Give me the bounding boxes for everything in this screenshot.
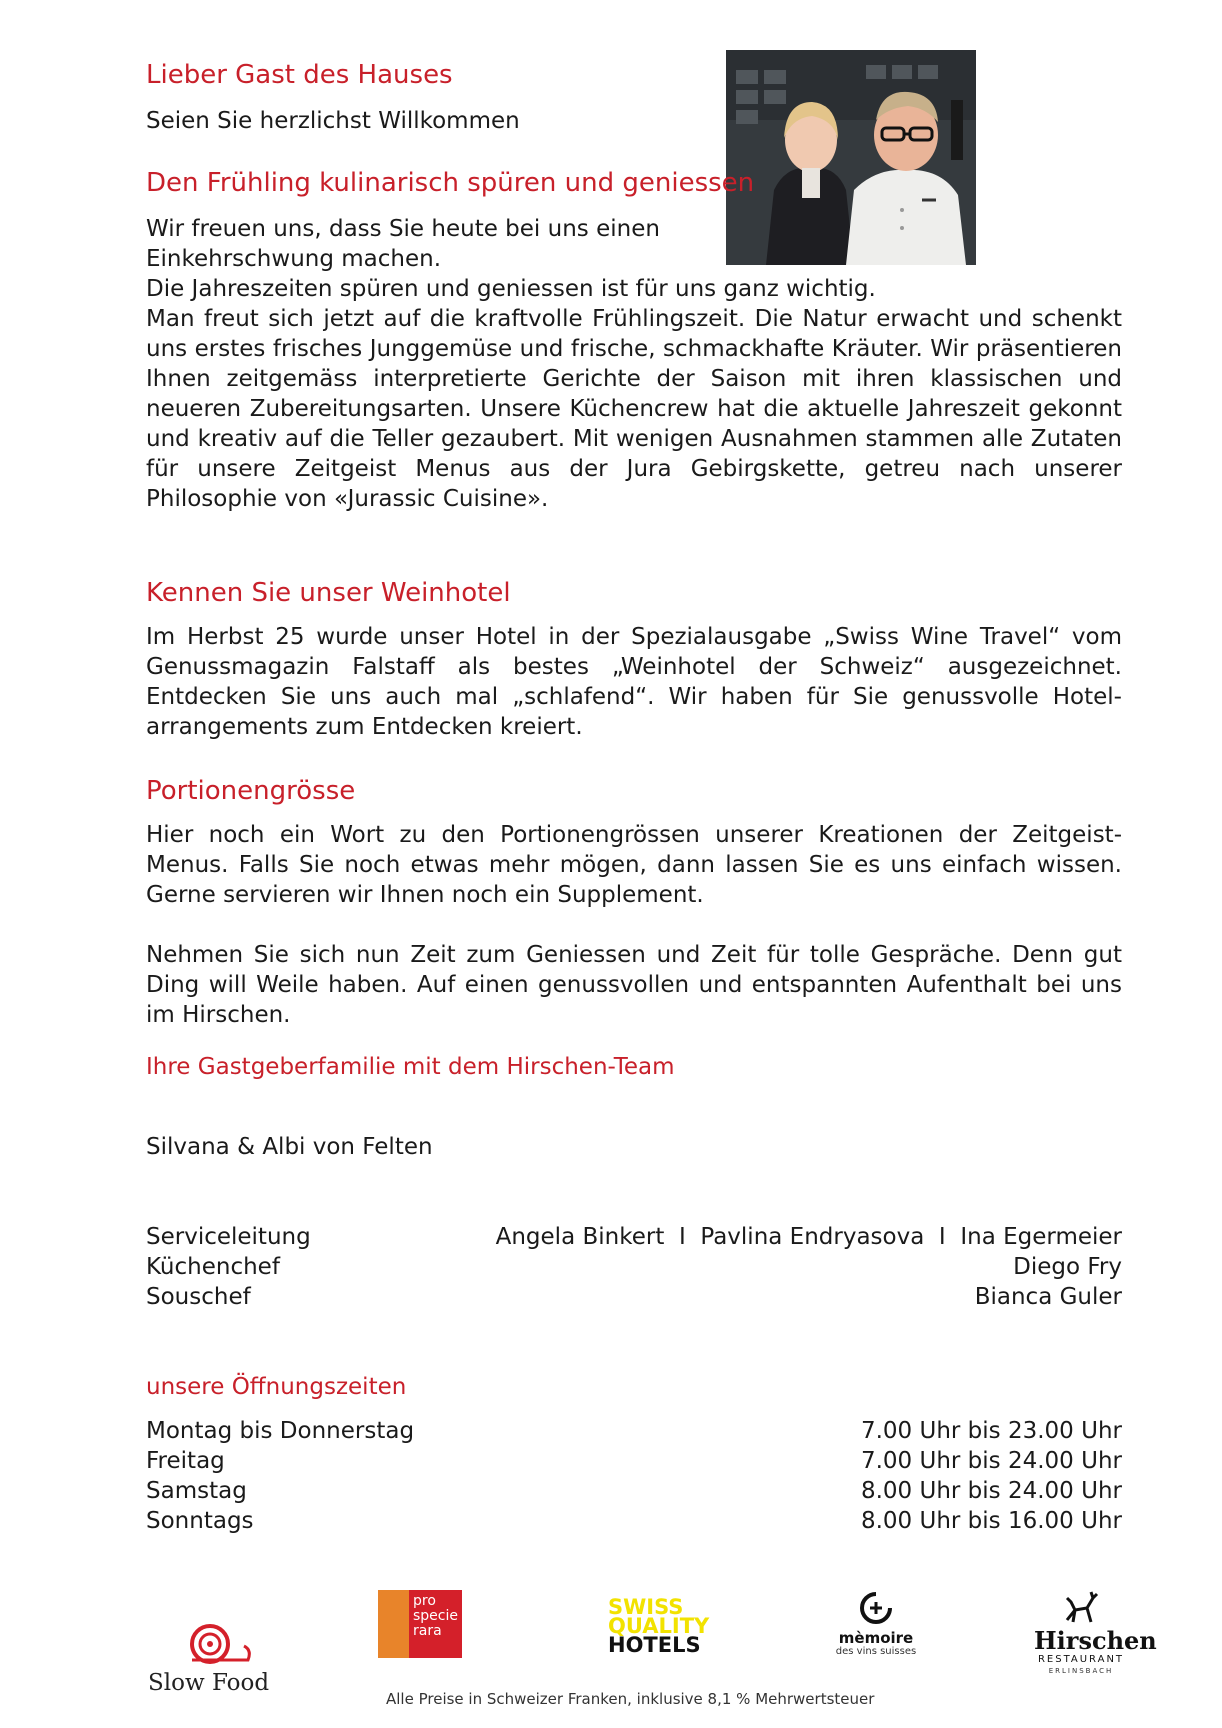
hirschen-restaurant-text: RESTAURANT — [1037, 1654, 1125, 1665]
spring-body: Man freut sich jetzt auf die kraftvolle Frühlingszeit. Die Natur erwacht und schenkt uns erstes frisches Junggemüse und frische, schmackhafte Kräuter. Wir präsentieren Ihnen zeitgemäss interpretierte Gerichte der Saison mit ihren klassischen und neueren Zubereitungsarten. Unsere Küchencrew hat die aktuelle Jahreszeit gekonnt und kreativ auf die Teller gezaubert. Mit wenigen Ausnahmen stammen alle Zutaten für unsere Zeitgeist Menus aus der Jura Gebirgskette, getreu nach unserer Philosophie von «Jurassic Cuisine». — [146, 306, 1122, 512]
hours-day: Samstag — [146, 1478, 247, 1504]
footer-note: Alle Preise in Schweizer Franken, inklusive 8,1 % Mehrwertsteuer — [386, 1690, 875, 1708]
memoire-subtext: des vins suisses — [835, 1646, 917, 1657]
signoff-names: Silvana & Albi von Felten — [146, 1134, 433, 1160]
portion-title: Portionengrösse — [146, 776, 356, 806]
winehotel-body: Im Herbst 25 wurde unser Hotel in der Spezialausgabe „Swiss Wine Travel“ vom Genussmagazin Falstaff als bestes „Weinhotel der Schweiz“ ausgezeichnet. Entdecken Sie uns auch mal „schlafend“. Wir haben für Sie genussvolle Hotel-arrangements zum Entdecken kreiert. — [146, 624, 1122, 740]
snail-icon — [148, 1620, 288, 1664]
spring-line-1: Wir freuen uns, dass Sie heute bei uns einen — [146, 216, 660, 242]
team-name: Bianca Guler — [974, 1284, 1122, 1310]
hours-time: 8.00 Uhr bis 24.00 Uhr — [860, 1478, 1122, 1504]
hours-row — [146, 1506, 1122, 1536]
team-row — [146, 1252, 1122, 1282]
slowfood-logo — [148, 1620, 288, 1700]
menu-intro-page — [146, 0, 1157, 1728]
spring-line-2: Einkehrschwung machen. — [146, 246, 442, 272]
hours-day: Freitag — [146, 1448, 225, 1474]
team-list — [146, 1222, 1122, 1312]
memoire-logo — [826, 1590, 926, 1660]
winehotel-title: Kennen Sie unser Weinhotel — [146, 578, 511, 608]
team-row — [146, 1222, 1122, 1252]
team-role: Souschef — [146, 1284, 251, 1310]
hirschen-text: Hirschen — [1034, 1626, 1157, 1655]
deer-icon — [1061, 1590, 1101, 1624]
team-role: Küchenchef — [146, 1254, 280, 1280]
hours-time: 7.00 Uhr bis 23.00 Uhr — [860, 1418, 1122, 1444]
team-row — [146, 1282, 1122, 1312]
hours-row — [146, 1446, 1122, 1476]
hours-time: 7.00 Uhr bis 24.00 Uhr — [860, 1448, 1122, 1474]
quality-text: QUALITY — [608, 1614, 710, 1638]
hotels-text: HOTELS — [608, 1633, 701, 1657]
prospecierara-text-1: pro — [413, 1593, 436, 1609]
prospecierara-animal-icon — [378, 1590, 409, 1658]
memoire-text: mèmoire — [838, 1629, 914, 1647]
memoire-plus-icon — [858, 1590, 894, 1626]
hours-row — [146, 1476, 1122, 1506]
team-name: Angela Binkert I Pavlina Endryasova I Ina Egermeier — [495, 1224, 1122, 1250]
hours-day: Montag bis Donnerstag — [146, 1418, 415, 1444]
hours-title: unsere Öffnungszeiten — [146, 1374, 407, 1400]
spring-title: Den Frühling kulinarisch spüren und geniessen — [146, 168, 755, 198]
signoff-family: Ihre Gastgeberfamilie mit dem Hirschen-Team — [146, 1054, 675, 1080]
team-name: Diego Fry — [1013, 1254, 1122, 1280]
prospecierara-text-2: specie — [413, 1608, 458, 1624]
portion-body-1: Hier noch ein Wort zu den Portionengrössen unserer Kreationen der Zeitgeist-Menus. Falls Sie noch etwas mehr mögen, dann lassen Sie es uns einfach wissen. Gerne servieren wir Ihnen noch ein Supplement. — [146, 822, 1122, 908]
prospecierara-text-3: rara — [413, 1623, 442, 1639]
swiss-quality-hotels-logo — [608, 1595, 728, 1662]
swiss-text: SWISS — [608, 1595, 684, 1619]
prospecierara-logo — [378, 1590, 462, 1658]
hours-row — [146, 1416, 1122, 1446]
greeting-title: Lieber Gast des Hauses — [146, 60, 453, 90]
hirschen-logo — [1034, 1590, 1157, 1690]
hirschen-location-text: ERLINSBACH — [1048, 1667, 1114, 1675]
welcome-text: Seien Sie herzlichst Willkommen — [146, 108, 520, 134]
slowfood-text: Slow Food — [148, 1670, 270, 1696]
portion-body-2: Nehmen Sie sich nun Zeit zum Geniessen und Zeit für tolle Gespräche. Denn gut Ding will Weile haben. Auf einen genussvollen und entspannten Aufenthalt bei uns im Hirschen. — [146, 942, 1122, 1028]
spring-line-3: Die Jahreszeiten spüren und geniessen ist für uns ganz wichtig. — [146, 276, 876, 302]
hours-day: Sonntags — [146, 1508, 254, 1534]
team-role: Serviceleitung — [146, 1224, 311, 1250]
hours-list — [146, 1416, 1122, 1536]
partner-logos — [146, 1590, 1157, 1700]
hours-time: 8.00 Uhr bis 16.00 Uhr — [860, 1508, 1122, 1534]
